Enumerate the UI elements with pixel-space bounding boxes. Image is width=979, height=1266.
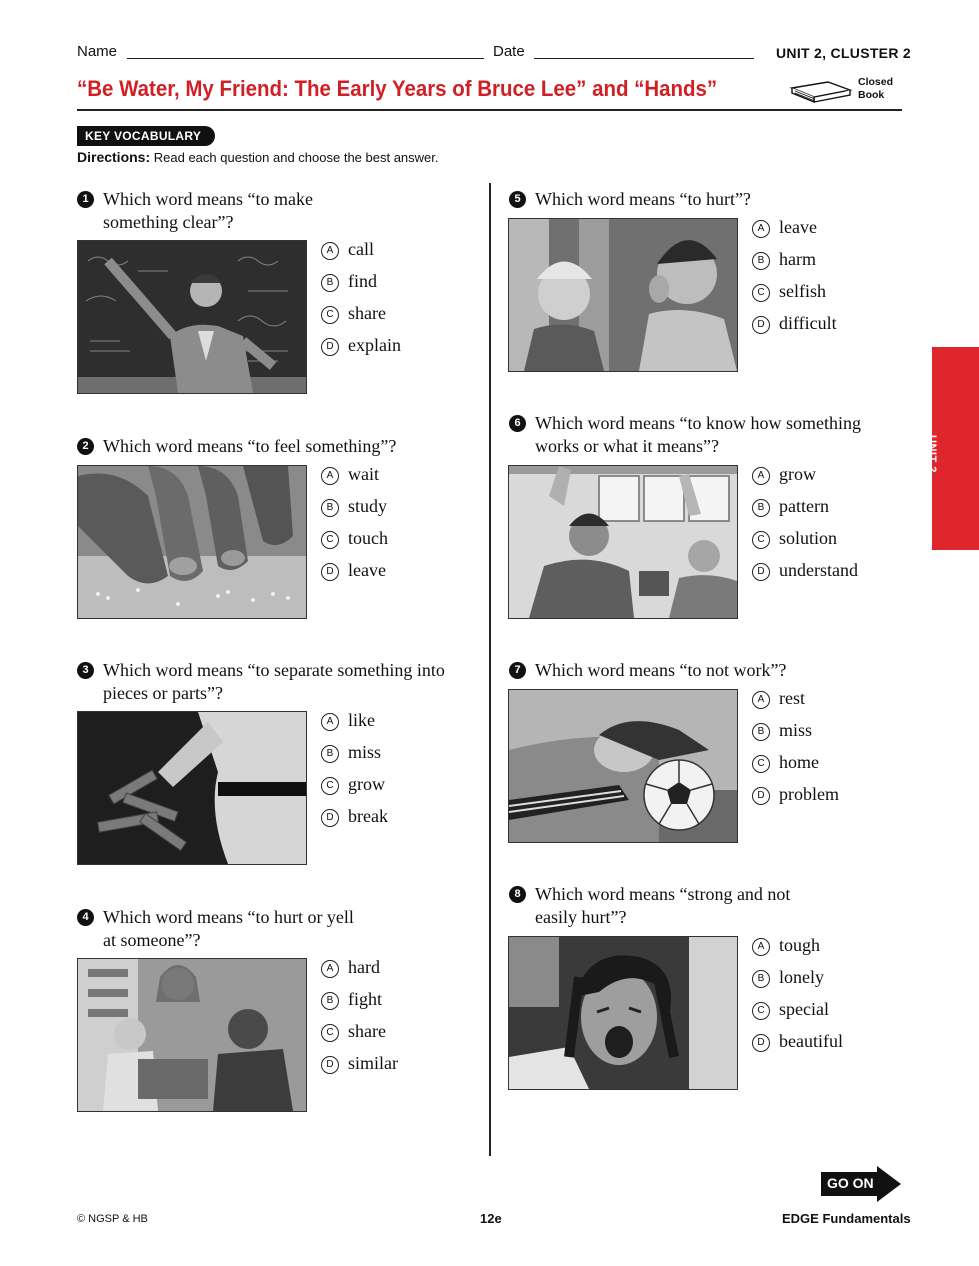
- question-number: 8: [509, 886, 526, 903]
- answer-bubble[interactable]: A: [321, 467, 339, 485]
- answer-text: grow: [779, 464, 816, 484]
- question-text-line1: Which word means “to hurt or yell: [103, 907, 354, 927]
- answer-text: hard: [348, 957, 380, 977]
- name-line[interactable]: [127, 58, 484, 59]
- copyright: © NGSP & HB: [77, 1213, 148, 1225]
- date-label: Date: [493, 43, 525, 60]
- answer-text: share: [348, 303, 386, 323]
- question-text-line1: Which word means “to know how something: [535, 413, 861, 433]
- question-number: 7: [509, 662, 526, 679]
- answer-text: tough: [779, 935, 821, 955]
- brand-name: EDGE Fundamentals: [782, 1211, 911, 1226]
- answer-bubble[interactable]: D: [321, 1056, 339, 1074]
- question-number: 1: [77, 191, 94, 208]
- answer-text: find: [348, 271, 377, 291]
- directions-text: Read each question and choose the best answer.: [153, 150, 439, 165]
- question-text-line1: Which word means “to separate something into: [103, 660, 445, 680]
- answer-bubble[interactable]: B: [321, 499, 339, 517]
- answer-bubble[interactable]: A: [321, 713, 339, 731]
- answer-bubble[interactable]: B: [752, 970, 770, 988]
- key-vocabulary-badge: KEY VOCABULARY: [77, 126, 215, 146]
- answer-bubble[interactable]: C: [752, 755, 770, 773]
- directions-label: Directions:: [77, 149, 151, 165]
- answer-bubble[interactable]: B: [752, 252, 770, 270]
- photo-students-raising-hands: [508, 465, 738, 619]
- answer-bubble[interactable]: A: [752, 938, 770, 956]
- answer-text: selfish: [779, 281, 826, 301]
- answer-text: harm: [779, 249, 816, 269]
- answer-text: similar: [348, 1053, 398, 1073]
- answer-text: break: [348, 806, 388, 826]
- question-number: 4: [77, 909, 94, 926]
- question-text-line2: something clear”?: [103, 212, 234, 232]
- answer-text: rest: [779, 688, 805, 708]
- question-text-line2: easily hurt”?: [535, 907, 627, 927]
- go-on-button[interactable]: [821, 1166, 903, 1207]
- answer-text: solution: [779, 528, 838, 548]
- side-tab-label: UNIT 2: [926, 435, 938, 473]
- go-on-label: GO ON: [827, 1175, 874, 1191]
- answer-text: wait: [348, 464, 379, 484]
- answer-bubble[interactable]: B: [752, 499, 770, 517]
- question-text-line1: Which word means “strong and not: [535, 884, 791, 904]
- answer-bubble[interactable]: A: [752, 691, 770, 709]
- date-line[interactable]: [534, 58, 754, 59]
- answer-bubble[interactable]: C: [752, 531, 770, 549]
- closed-book-label: [858, 76, 893, 102]
- answer-bubble[interactable]: A: [321, 242, 339, 260]
- answer-bubble[interactable]: D: [321, 563, 339, 581]
- photo-girl-resting-on-soccer-ball: [508, 689, 738, 843]
- answer-text: explain: [348, 335, 401, 355]
- photo-fingers-reading-braille: [77, 465, 307, 619]
- answer-bubble[interactable]: A: [321, 960, 339, 978]
- answer-text: pattern: [779, 496, 829, 516]
- page-title: “Be Water, My Friend: The Early Years of Bruce Lee” and “Hands”: [77, 76, 718, 101]
- photo-boys-hurt-shoulder: [508, 218, 738, 372]
- answer-text: special: [779, 999, 829, 1019]
- answer-text: touch: [348, 528, 388, 548]
- answer-text: miss: [348, 742, 382, 762]
- answer-text: leave: [779, 217, 817, 237]
- book-label: Book: [858, 89, 885, 101]
- unit-side-tab: [926, 347, 979, 550]
- page-number: 12e: [480, 1211, 502, 1226]
- title-rule: [77, 109, 902, 111]
- answer-bubble[interactable]: A: [752, 467, 770, 485]
- answer-text: leave: [348, 560, 386, 580]
- question-text-line1: Which word means “to feel something”?: [103, 436, 397, 456]
- answer-bubble[interactable]: A: [752, 220, 770, 238]
- answer-bubble[interactable]: D: [752, 316, 770, 334]
- answer-bubble[interactable]: B: [321, 992, 339, 1010]
- answer-bubble[interactable]: D: [752, 1034, 770, 1052]
- photo-athlete-shouting: [508, 936, 738, 1090]
- answer-text: lonely: [779, 967, 824, 987]
- answer-bubble[interactable]: B: [321, 745, 339, 763]
- closed-label: Closed: [858, 76, 894, 88]
- question-text-line1: Which word means “to not work”?: [535, 660, 787, 680]
- answer-bubble[interactable]: C: [321, 531, 339, 549]
- answer-bubble[interactable]: C: [321, 1024, 339, 1042]
- question-text-line1: Which word means “to hurt”?: [535, 189, 751, 209]
- answer-text: grow: [348, 774, 385, 794]
- column-divider: [489, 183, 491, 1156]
- answer-bubble[interactable]: C: [752, 1002, 770, 1020]
- answer-bubble[interactable]: C: [752, 284, 770, 302]
- directions: [77, 149, 439, 165]
- answer-text: miss: [779, 720, 813, 740]
- photo-teacher-at-chalkboard: [77, 240, 307, 394]
- answer-text: beautiful: [779, 1031, 843, 1051]
- question-number: 3: [77, 662, 94, 679]
- unit-label: UNIT 2, CLUSTER 2: [776, 45, 912, 61]
- answer-bubble[interactable]: C: [321, 306, 339, 324]
- answer-bubble[interactable]: B: [752, 723, 770, 741]
- question-number: 5: [509, 191, 526, 208]
- answer-text: home: [779, 752, 819, 772]
- answer-bubble[interactable]: D: [752, 787, 770, 805]
- question-text-line2: pieces or parts”?: [103, 683, 223, 703]
- closed-book-icon: [788, 78, 854, 111]
- question-number: 2: [77, 438, 94, 455]
- answer-text: problem: [779, 784, 839, 804]
- photo-karate-board-break: [77, 711, 307, 865]
- answer-text: share: [348, 1021, 386, 1041]
- answer-bubble[interactable]: D: [321, 338, 339, 356]
- question-text-line1: Which word means “to make: [103, 189, 313, 209]
- answer-text: like: [348, 710, 375, 730]
- photo-mother-yelling-at-children: [77, 958, 307, 1112]
- answer-bubble[interactable]: D: [321, 809, 339, 827]
- answer-text: understand: [779, 560, 858, 580]
- answer-bubble[interactable]: C: [321, 777, 339, 795]
- question-text-line2: works or what it means”?: [535, 436, 719, 456]
- answer-text: call: [348, 239, 374, 259]
- answer-text: study: [348, 496, 388, 516]
- answer-bubble[interactable]: B: [321, 274, 339, 292]
- question-number: 6: [509, 415, 526, 432]
- name-label: Name: [77, 43, 118, 60]
- answer-text: difficult: [779, 313, 837, 333]
- answer-text: fight: [348, 989, 382, 1009]
- question-text-line2: at someone”?: [103, 930, 201, 950]
- answer-bubble[interactable]: D: [752, 563, 770, 581]
